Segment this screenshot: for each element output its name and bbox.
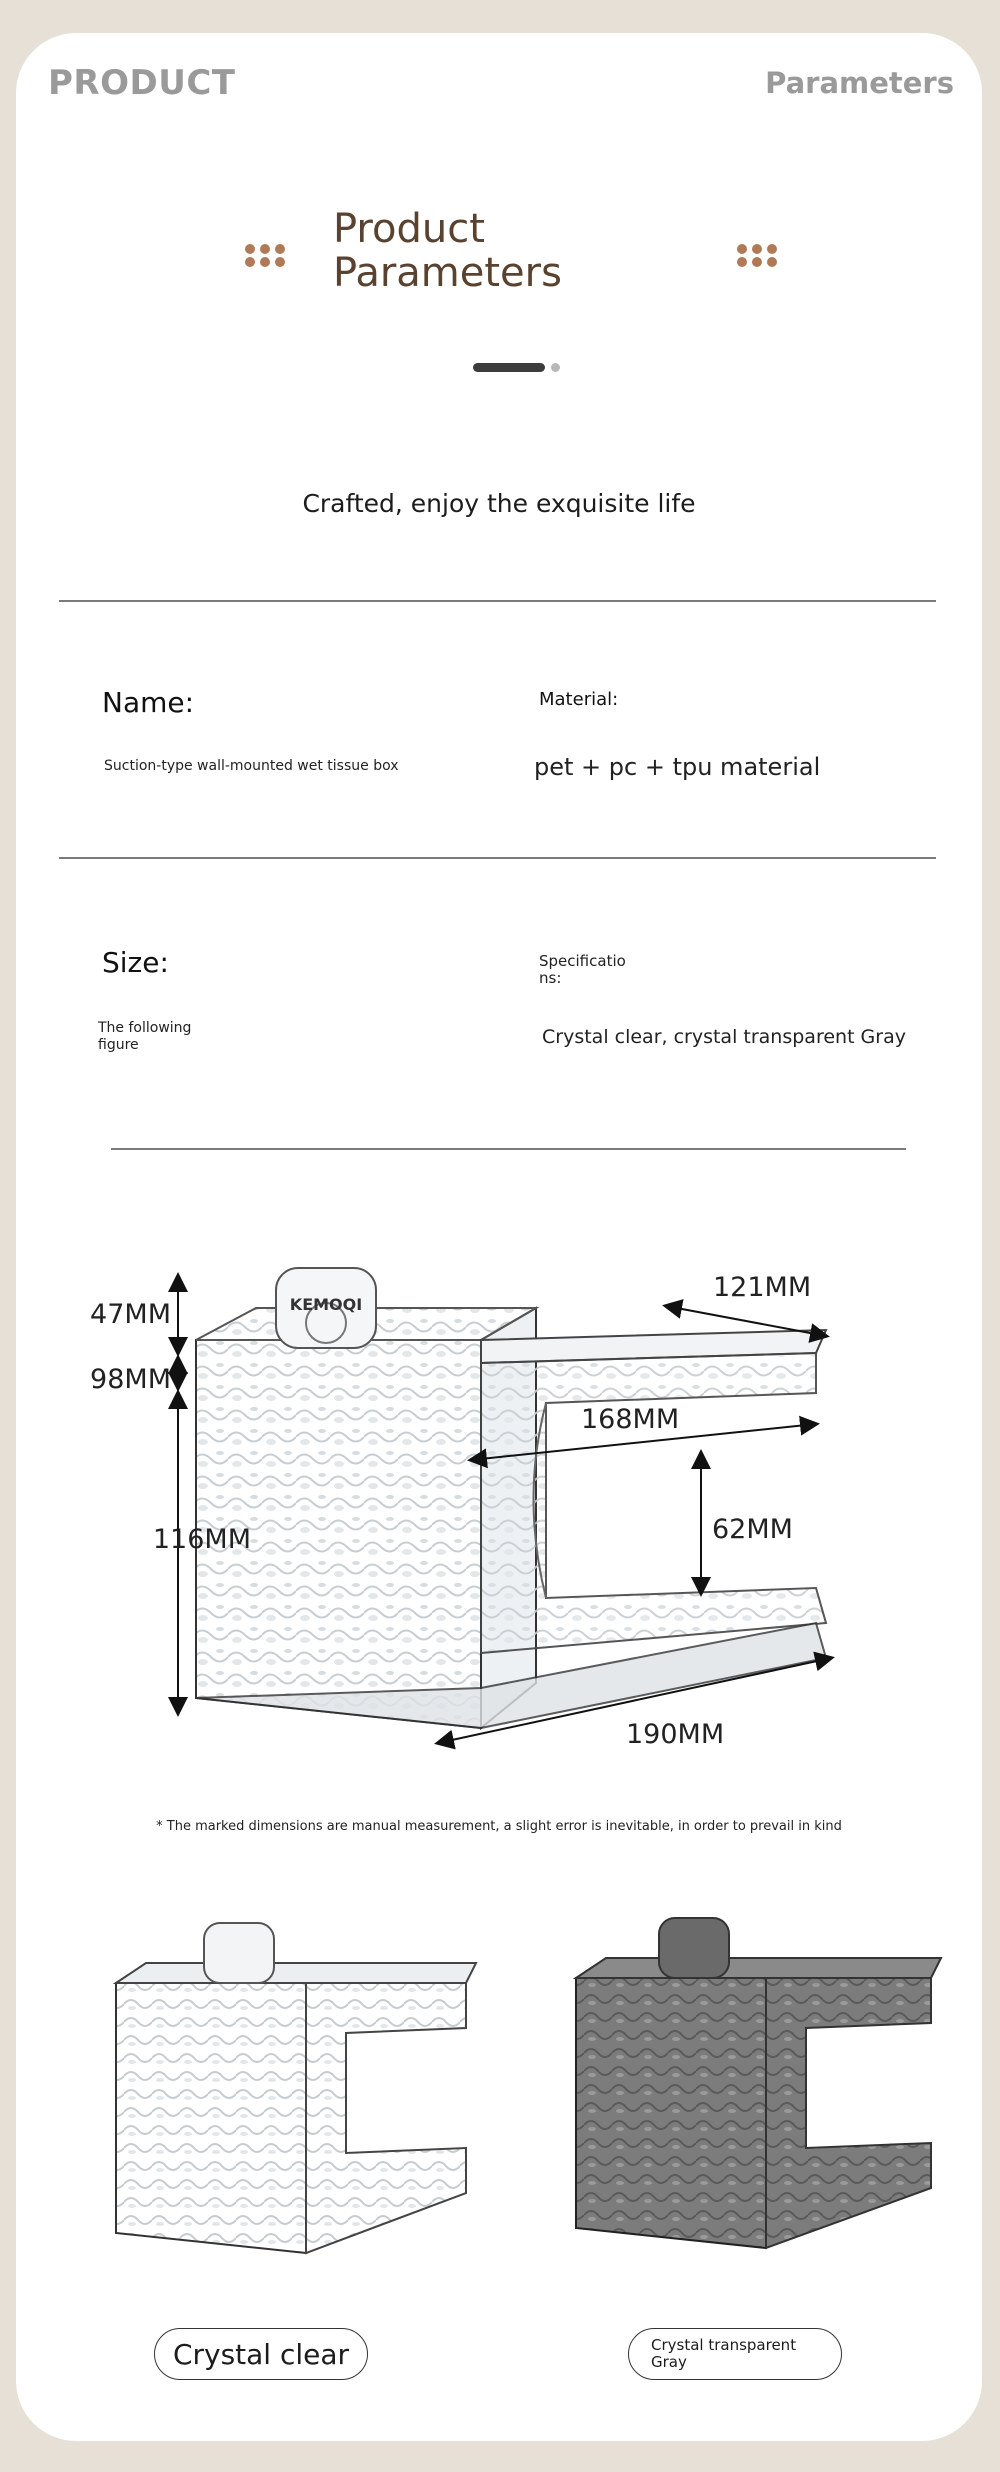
measurement-note: * The marked dimensions are manual measurement, a slight error is inevitable, in order to prevail in kind: [156, 1819, 842, 1834]
slider-indicator-dot: [551, 363, 560, 372]
specifications-label-line2: ns:: [539, 969, 562, 987]
brand-logo-text: KEMOQI: [289, 1295, 363, 1314]
material-label: Material:: [539, 689, 619, 710]
size-value: [98, 1020, 191, 1054]
decorative-dots-left-icon: [245, 244, 293, 270]
dim-depth-label: 121MM: [713, 1272, 812, 1303]
slogan: Crafted, enjoy the exquisite life: [302, 489, 696, 518]
product-image-crystal-clear: [96, 1923, 476, 2283]
section-title-line1: Product: [333, 206, 485, 252]
product-image-crystal-gray: [556, 1918, 936, 2278]
variant-tag-crystal-gray-line1: Crystal transparent: [651, 2336, 797, 2354]
tissue-box-illustration: [196, 1268, 826, 1728]
size-value-line2: figure: [98, 1037, 139, 1053]
divider-3: [111, 1148, 906, 1150]
dim-h-body-label: 116MM: [152, 1524, 251, 1555]
divider-1: [59, 600, 936, 602]
variant-tag-crystal-gray[interactable]: [628, 2328, 842, 2380]
dim-h-mid-label: 98MM: [90, 1364, 171, 1395]
section-title: [333, 207, 562, 295]
size-value-line1: The following: [98, 1020, 192, 1036]
decorative-dots-right-icon: [737, 244, 785, 270]
dim-opening-label: 62MM: [712, 1514, 793, 1545]
dimension-diagram: [90, 1228, 876, 1768]
name-value: Suction-type wall-mounted wet tissue box: [104, 758, 399, 774]
specifications-label: [539, 953, 626, 987]
size-label: Size:: [102, 946, 169, 979]
variant-tag-crystal-clear-label: Crystal clear: [172, 2337, 350, 2371]
dim-width-label: 190MM: [626, 1719, 725, 1750]
specifications-label-line1: Specificatio: [539, 952, 626, 970]
header-product-label: PRODUCT: [48, 63, 236, 103]
dim-inner-width-label: 168MM: [581, 1404, 680, 1435]
divider-2: [59, 857, 936, 859]
material-value: pet + pc + tpu material: [534, 753, 821, 781]
header-parameters-label: Parameters: [765, 66, 954, 100]
variant-tag-crystal-gray-label: [651, 2337, 796, 2371]
slider-indicator-active: [473, 363, 545, 372]
dim-h-top-label: 47MM: [90, 1299, 171, 1330]
page-card: [16, 33, 982, 2441]
variant-tag-crystal-clear[interactable]: [154, 2328, 368, 2380]
section-title-line2: Parameters: [333, 250, 562, 296]
name-label: Name:: [102, 686, 195, 719]
specifications-value: Crystal clear, crystal transparent Gray: [542, 1026, 906, 1048]
variant-tag-crystal-gray-line2: Gray: [651, 2353, 687, 2371]
